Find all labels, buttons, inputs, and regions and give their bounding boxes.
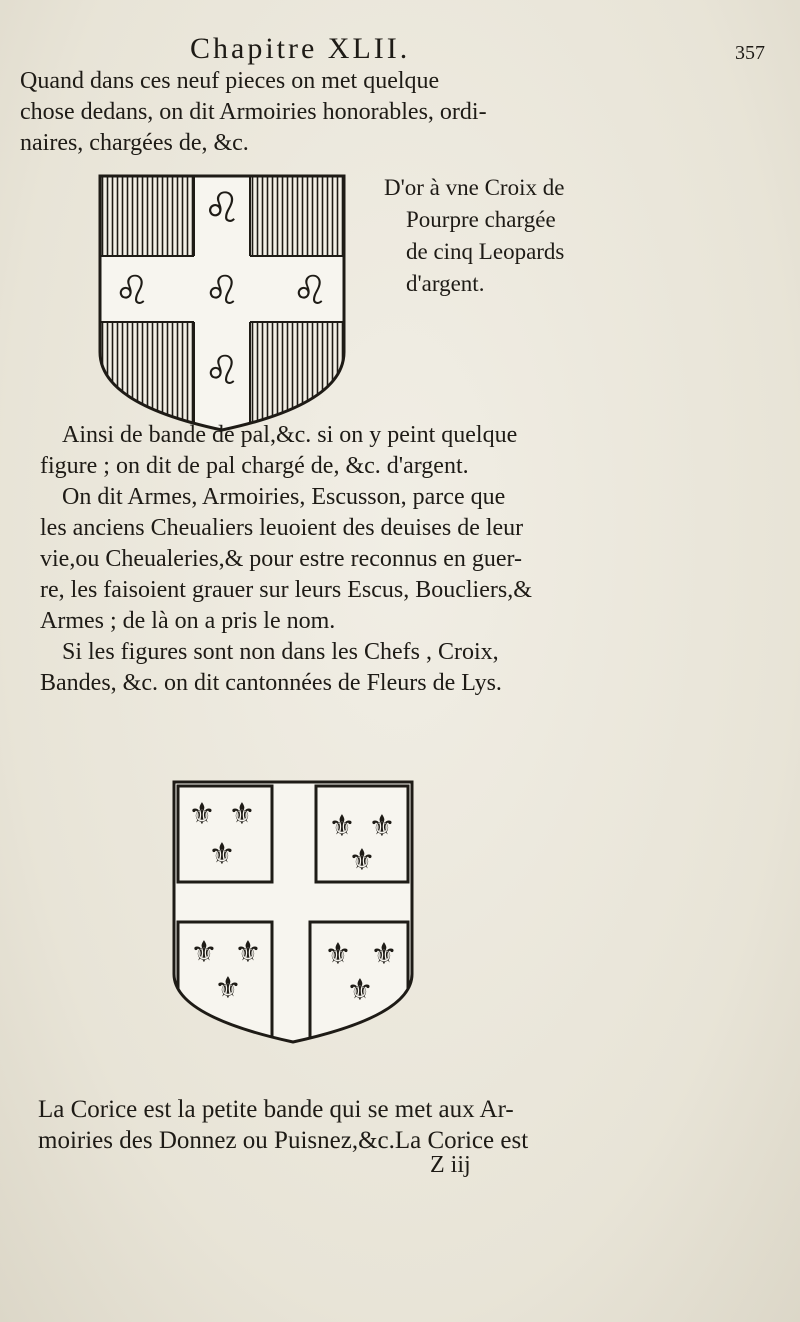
fleur-de-lys-icon: ⚜	[348, 843, 376, 878]
fleur-de-lys-icon: ⚜	[208, 837, 236, 872]
text-line: moiries des Donnez ou Puisnez,&c.La Corice est	[38, 1127, 529, 1154]
paragraph-5	[38, 1094, 528, 1156]
text-line: La Corice est la petite bande qui se met aux Ar-	[38, 1096, 514, 1123]
caption-line: d'argent.	[406, 271, 485, 296]
shield-cross-leopards	[96, 172, 348, 434]
fleur-de-lys-icon: ⚜	[190, 935, 218, 970]
text-line: Ainsi de bande de pal,&c. si on y peint quelque	[62, 422, 518, 448]
text-line: Armes ; de là on a pris le nom.	[40, 608, 336, 634]
page-number: 357	[735, 42, 765, 64]
text-line: vie,ou Cheualeries,& pour estre reconnus en guer-	[40, 546, 523, 572]
fleur-de-lys-icon: ⚜	[370, 937, 398, 972]
lion-passant-icon: ♌	[114, 268, 150, 314]
caption-line: D'or à vne Croix de	[384, 175, 565, 200]
signature-mark: Z iij	[430, 1152, 471, 1178]
text-line: Bandes, &c. on dit cantonnées de Fleurs de Lys.	[40, 670, 502, 696]
body-text	[40, 420, 532, 699]
text-line: les anciens Cheualiers leuoient des deuises de leur	[40, 515, 524, 541]
paragraph-1	[20, 66, 780, 159]
fleur-de-lys-icon: ⚜	[234, 935, 262, 970]
fleur-de-lys-icon: ⚜	[188, 797, 216, 832]
fleur-de-lys-icon: ⚜	[324, 937, 352, 972]
figure-1-caption	[384, 172, 564, 300]
fleur-de-lys-icon: ⚜	[346, 973, 374, 1008]
text-line: chose dedans, on dit Armoiries honorables, ordi-	[20, 99, 487, 125]
lion-passant-icon: ♌	[292, 268, 328, 314]
text-line: On dit Armes, Armoiries, Escusson, parce que	[62, 484, 506, 510]
text-line: Quand dans ces neuf pieces on met quelque	[20, 68, 440, 94]
caption-line: Pourpre chargée	[406, 207, 556, 232]
fleur-de-lys-icon: ⚜	[328, 809, 356, 844]
lion-passant-icon: ♌	[203, 183, 241, 232]
lion-passant-icon: ♌	[204, 348, 240, 394]
shield-cross-cantoned-fleurs-de-lys	[170, 778, 416, 1046]
fleur-de-lys-icon: ⚜	[368, 809, 396, 844]
lion-passant-icon: ♌	[204, 268, 240, 314]
text-line: re, les faisoient grauer sur leurs Escus, Boucliers,&	[40, 577, 532, 603]
page-header	[0, 28, 800, 68]
fleur-de-lys-icon: ⚜	[214, 971, 242, 1006]
text-line: naires, chargées de, &c.	[20, 130, 249, 156]
caption-line: de cinq Leopards	[406, 239, 565, 264]
fleur-de-lys-icon: ⚜	[228, 797, 256, 832]
running-title: Chapitre XLII.	[190, 32, 411, 65]
text-line: figure ; on dit de pal chargé de, &c. d'argent.	[40, 453, 469, 479]
text-line: Si les figures sont non dans les Chefs , Croix,	[62, 639, 499, 665]
